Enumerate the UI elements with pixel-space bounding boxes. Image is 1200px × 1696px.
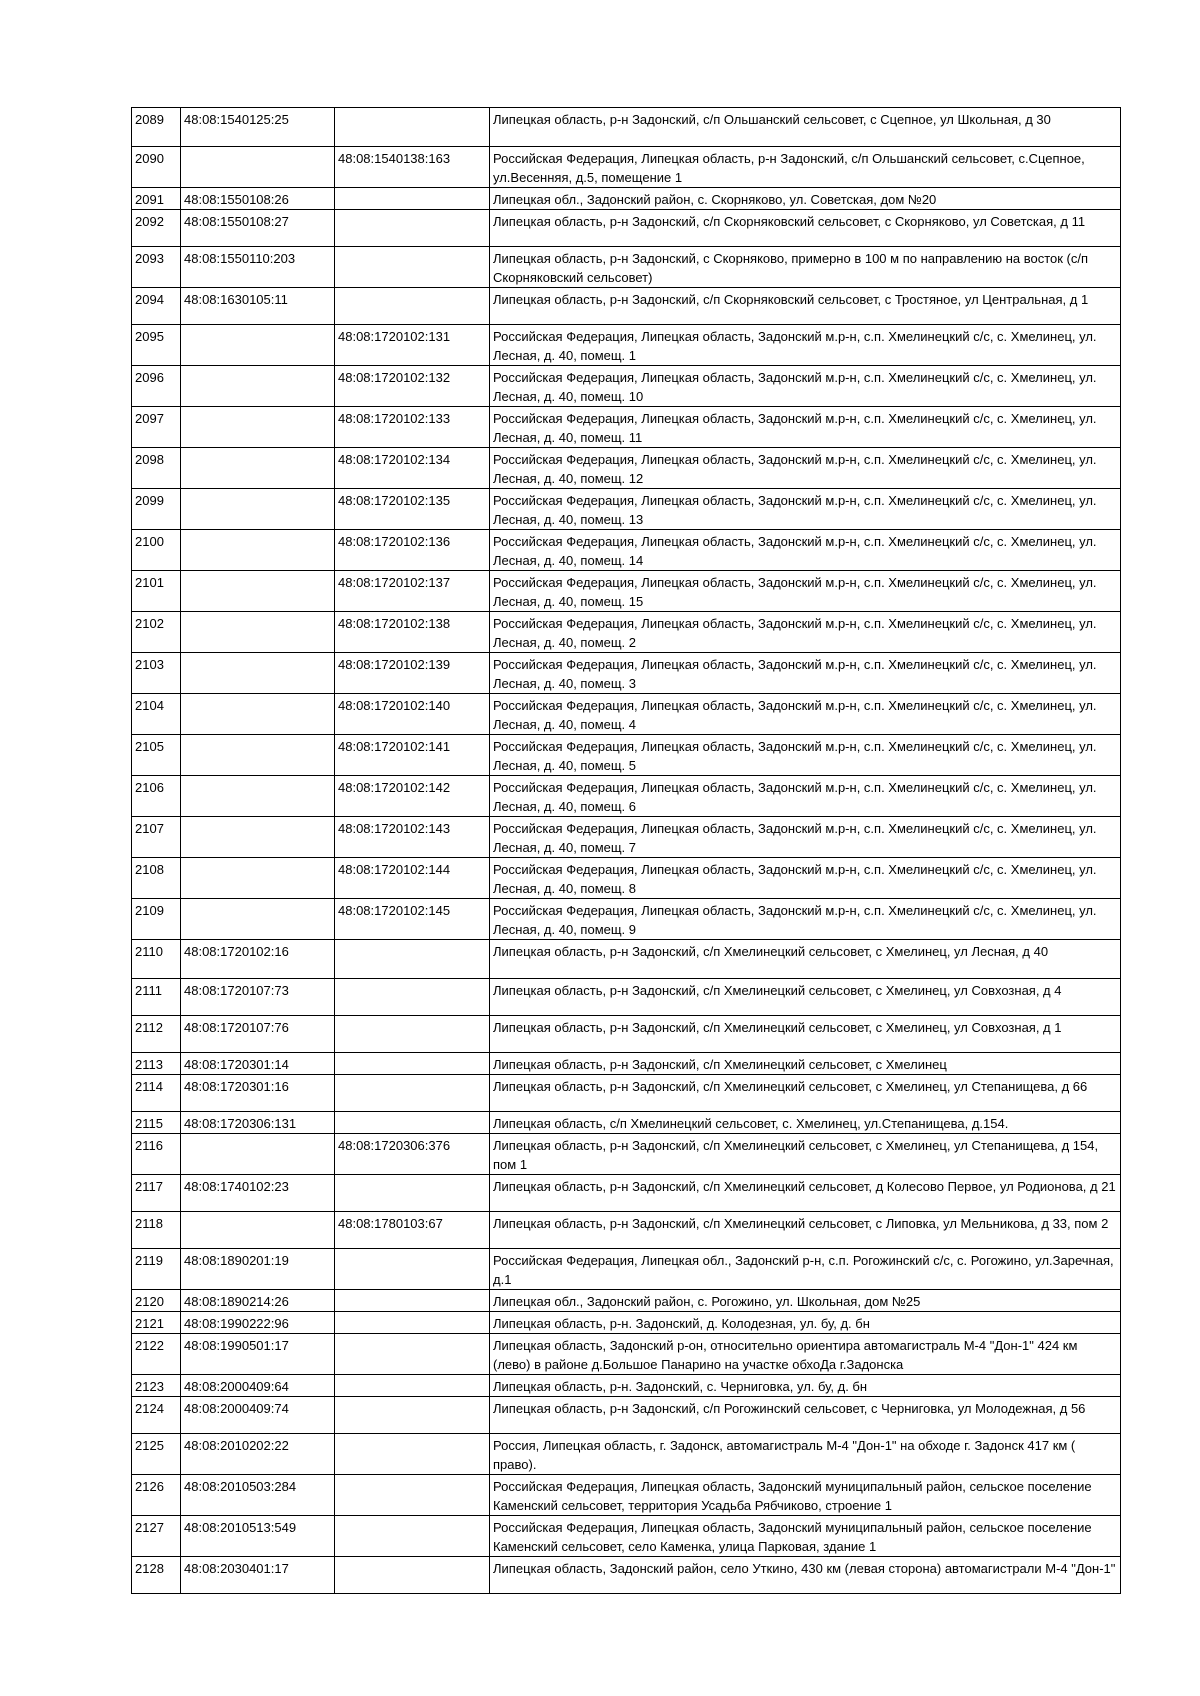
table-row xyxy=(132,1516,1121,1557)
premises-cadastral-number-cell: 48:08:1720102:145 xyxy=(335,899,490,940)
cadastral-number-cell xyxy=(181,1212,335,1249)
row-number-cell: 2110 xyxy=(132,940,181,979)
cadastral-number-cell: 48:08:1550110:203 xyxy=(181,247,335,288)
premises-cadastral-number-cell: 48:08:1720102:134 xyxy=(335,448,490,489)
row-number-cell: 2091 xyxy=(132,188,181,210)
address-cell: Российская Федерация, Липецкая область, Задонский м.р-н, с.п. Хмелинецкий с/с, с. Хмелинец, ул. Лесная, д. 40, помещ. 12 xyxy=(490,448,1121,489)
premises-cadastral-number-cell: 48:08:1720102:138 xyxy=(335,612,490,653)
table-row xyxy=(132,147,1121,188)
premises-cadastral-number-cell: 48:08:1720102:142 xyxy=(335,776,490,817)
table-row xyxy=(132,1397,1121,1434)
address-cell: Российская Федерация, Липецкая область, Задонский м.р-н, с.п. Хмелинецкий с/с, с. Хмелинец, ул. Лесная, д. 40, помещ. 2 xyxy=(490,612,1121,653)
table-row xyxy=(132,653,1121,694)
premises-cadastral-number-cell: 48:08:1780103:67 xyxy=(335,1212,490,1249)
row-number-cell: 2089 xyxy=(132,108,181,147)
address-cell: Липецкая область, р-н Задонский, с/п Скорняковский сельсовет, с Тростяное, ул Центральная, д 1 xyxy=(490,288,1121,325)
address-cell: Российская Федерация, Липецкая обл., Задонский р-н, с.п. Рогожинский с/с, с. Рогожино, ул.Заречная, д.1 xyxy=(490,1249,1121,1290)
premises-cadastral-number-cell: 48:08:1720102:139 xyxy=(335,653,490,694)
table-row xyxy=(132,108,1121,147)
address-cell: Российская Федерация, Липецкая область, Задонский м.р-н, с.п. Хмелинецкий с/с, с. Хмелинец, ул. Лесная, д. 40, помещ. 11 xyxy=(490,407,1121,448)
address-cell: Российская Федерация, Липецкая область, р-н Задонский, с/п Ольшанский сельсовет, с.Сцепное, ул.Весенняя, д.5, помещение 1 xyxy=(490,147,1121,188)
table-row xyxy=(132,530,1121,571)
premises-cadastral-number-cell xyxy=(335,1112,490,1134)
cadastral-number-cell: 48:08:1990222:96 xyxy=(181,1312,335,1334)
cadastral-number-cell xyxy=(181,612,335,653)
cadastral-number-cell xyxy=(181,448,335,489)
address-cell: Российская Федерация, Липецкая область, Задонский м.р-н, с.п. Хмелинецкий с/с, с. Хмелинец, ул. Лесная, д. 40, помещ. 4 xyxy=(490,694,1121,735)
cadastral-number-cell: 48:08:1550108:26 xyxy=(181,188,335,210)
premises-cadastral-number-cell xyxy=(335,1334,490,1375)
table-row xyxy=(132,325,1121,366)
row-number-cell: 2106 xyxy=(132,776,181,817)
premises-cadastral-number-cell xyxy=(335,1053,490,1075)
cadastral-number-cell: 48:08:1720107:73 xyxy=(181,979,335,1016)
row-number-cell: 2100 xyxy=(132,530,181,571)
address-cell: Липецкая область, р-н Задонский, с/п Ольшанский сельсовет, с Сцепное, ул Школьная, д 30 xyxy=(490,108,1121,147)
table-row xyxy=(132,1212,1121,1249)
cadastral-number-cell xyxy=(181,817,335,858)
premises-cadastral-number-cell: 48:08:1720102:140 xyxy=(335,694,490,735)
table-row xyxy=(132,776,1121,817)
premises-cadastral-number-cell xyxy=(335,1397,490,1434)
cadastral-number-cell: 48:08:2010513:549 xyxy=(181,1516,335,1557)
row-number-cell: 2120 xyxy=(132,1290,181,1312)
row-number-cell: 2117 xyxy=(132,1175,181,1212)
cadastral-number-cell: 48:08:2030401:17 xyxy=(181,1557,335,1594)
table-row xyxy=(132,188,1121,210)
premises-cadastral-number-cell xyxy=(335,1249,490,1290)
premises-cadastral-number-cell: 48:08:1720102:141 xyxy=(335,735,490,776)
cadastral-number-cell xyxy=(181,407,335,448)
cadastral-number-cell xyxy=(181,530,335,571)
table-row xyxy=(132,1290,1121,1312)
address-cell: Российская Федерация, Липецкая область, Задонский м.р-н, с.п. Хмелинецкий с/с, с. Хмелинец, ул. Лесная, д. 40, помещ. 15 xyxy=(490,571,1121,612)
premises-cadastral-number-cell xyxy=(335,979,490,1016)
table-row xyxy=(132,1375,1121,1397)
property-registry-table xyxy=(131,107,1121,1594)
address-cell: Российская Федерация, Липецкая область, Задонский м.р-н, с.п. Хмелинецкий с/с, с. Хмелинец, ул. Лесная, д. 40, помещ. 8 xyxy=(490,858,1121,899)
cadastral-number-cell xyxy=(181,489,335,530)
row-number-cell: 2126 xyxy=(132,1475,181,1516)
address-cell: Российская Федерация, Липецкая область, Задонский м.р-н, с.п. Хмелинецкий с/с, с. Хмелинец, ул. Лесная, д. 40, помещ. 9 xyxy=(490,899,1121,940)
table-row xyxy=(132,1075,1121,1112)
row-number-cell: 2103 xyxy=(132,653,181,694)
cadastral-number-cell xyxy=(181,571,335,612)
address-cell: Липецкая обл., Задонский район, с. Скорняково, ул. Советская, дом №20 xyxy=(490,188,1121,210)
cadastral-number-cell: 48:08:1720301:16 xyxy=(181,1075,335,1112)
table-row xyxy=(132,448,1121,489)
row-number-cell: 2113 xyxy=(132,1053,181,1075)
row-number-cell: 2122 xyxy=(132,1334,181,1375)
premises-cadastral-number-cell xyxy=(335,1075,490,1112)
cadastral-number-cell: 48:08:1550108:27 xyxy=(181,210,335,247)
cadastral-number-cell xyxy=(181,694,335,735)
premises-cadastral-number-cell xyxy=(335,1375,490,1397)
table-row xyxy=(132,735,1121,776)
cadastral-number-cell xyxy=(181,858,335,899)
cadastral-number-cell xyxy=(181,776,335,817)
address-cell: Липецкая область, р-н Задонский, с/п Хмелинецкий сельсовет, с Хмелинец, ул Совхозная, д 1 xyxy=(490,1016,1121,1053)
row-number-cell: 2090 xyxy=(132,147,181,188)
cadastral-number-cell: 48:08:1630105:11 xyxy=(181,288,335,325)
premises-cadastral-number-cell xyxy=(335,1475,490,1516)
table-row xyxy=(132,817,1121,858)
cadastral-number-cell xyxy=(181,653,335,694)
address-cell: Липецкая область, р-н Задонский, с/п Хмелинецкий сельсовет, с Хмелинец, ул Степанищева, д 154, пом 1 xyxy=(490,1134,1121,1175)
address-cell: Российская Федерация, Липецкая область, Задонский м.р-н, с.п. Хмелинецкий с/с, с. Хмелинец, ул. Лесная, д. 40, помещ. 7 xyxy=(490,817,1121,858)
table-body xyxy=(132,108,1121,1594)
table-row xyxy=(132,1249,1121,1290)
row-number-cell: 2124 xyxy=(132,1397,181,1434)
table-row xyxy=(132,940,1121,979)
cadastral-number-cell xyxy=(181,147,335,188)
address-cell: Российская Федерация, Липецкая область, Задонский м.р-н, с.п. Хмелинецкий с/с, с. Хмелинец, ул. Лесная, д. 40, помещ. 13 xyxy=(490,489,1121,530)
row-number-cell: 2116 xyxy=(132,1134,181,1175)
premises-cadastral-number-cell: 48:08:1720306:376 xyxy=(335,1134,490,1175)
address-cell: Липецкая область, р-н Задонский, с Скорняково, примерно в 100 м по направлению на восток (с/п Скорняковский сельсовет) xyxy=(490,247,1121,288)
cadastral-number-cell: 48:08:1540125:25 xyxy=(181,108,335,147)
premises-cadastral-number-cell xyxy=(335,1516,490,1557)
row-number-cell: 2099 xyxy=(132,489,181,530)
cadastral-number-cell: 48:08:1990501:17 xyxy=(181,1334,335,1375)
table-row xyxy=(132,1112,1121,1134)
row-number-cell: 2112 xyxy=(132,1016,181,1053)
address-cell: Липецкая область, Задонский район, село Уткино, 430 км (левая сторона) автомагистрали М-4 "Дон-1" xyxy=(490,1557,1121,1594)
address-cell: Российская Федерация, Липецкая область, Задонский м.р-н, с.п. Хмелинецкий с/с, с. Хмелинец, ул. Лесная, д. 40, помещ. 6 xyxy=(490,776,1121,817)
table-row xyxy=(132,489,1121,530)
table-row xyxy=(132,858,1121,899)
premises-cadastral-number-cell xyxy=(335,1557,490,1594)
row-number-cell: 2101 xyxy=(132,571,181,612)
table-row xyxy=(132,366,1121,407)
address-cell: Российская Федерация, Липецкая область, Задонский м.р-н, с.п. Хмелинецкий с/с, с. Хмелинец, ул. Лесная, д. 40, помещ. 5 xyxy=(490,735,1121,776)
address-cell: Российская Федерация, Липецкая область, Задонский м.р-н, с.п. Хмелинецкий с/с, с. Хмелинец, ул. Лесная, д. 40, помещ. 14 xyxy=(490,530,1121,571)
table-row xyxy=(132,1312,1121,1334)
address-cell: Липецкая область, Задонский р-он, относительно ориентира автомагистраль М-4 "Дон-1" 424 км (лево) в районе д.Большое Панарино на участке обхоДа г.Задонска xyxy=(490,1334,1121,1375)
address-cell: Россия, Липецкая область, г. Задонск, автомагистраль М-4 "Дон-1" на обходе г. Задонск 417 км ( право). xyxy=(490,1434,1121,1475)
table-row xyxy=(132,1475,1121,1516)
table-row xyxy=(132,407,1121,448)
cadastral-number-cell: 48:08:2000409:74 xyxy=(181,1397,335,1434)
cadastral-number-cell: 48:08:1720107:76 xyxy=(181,1016,335,1053)
premises-cadastral-number-cell xyxy=(335,1434,490,1475)
cadastral-number-cell: 48:08:2010503:284 xyxy=(181,1475,335,1516)
row-number-cell: 2102 xyxy=(132,612,181,653)
cadastral-number-cell: 48:08:1720306:131 xyxy=(181,1112,335,1134)
premises-cadastral-number-cell xyxy=(335,108,490,147)
row-number-cell: 2128 xyxy=(132,1557,181,1594)
row-number-cell: 2127 xyxy=(132,1516,181,1557)
cadastral-number-cell xyxy=(181,325,335,366)
premises-cadastral-number-cell xyxy=(335,940,490,979)
premises-cadastral-number-cell: 48:08:1720102:132 xyxy=(335,366,490,407)
table-row xyxy=(132,612,1121,653)
address-cell: Российская Федерация, Липецкая область, Задонский м.р-н, с.п. Хмелинецкий с/с, с. Хмелинец, ул. Лесная, д. 40, помещ. 10 xyxy=(490,366,1121,407)
address-cell: Российская Федерация, Липецкая область, Задонский муниципальный район, сельское поселение Каменский сельсовет, село Каменка, улица Парковая, здание 1 xyxy=(490,1516,1121,1557)
cadastral-number-cell xyxy=(181,366,335,407)
row-number-cell: 2096 xyxy=(132,366,181,407)
address-cell: Липецкая область, р-н. Задонский, д. Колодезная, ул. бу, д. бн xyxy=(490,1312,1121,1334)
row-number-cell: 2093 xyxy=(132,247,181,288)
premises-cadastral-number-cell xyxy=(335,188,490,210)
premises-cadastral-number-cell xyxy=(335,210,490,247)
row-number-cell: 2121 xyxy=(132,1312,181,1334)
cadastral-number-cell xyxy=(181,735,335,776)
address-cell: Липецкая обл., Задонский район, с. Рогожино, ул. Школьная, дом №25 xyxy=(490,1290,1121,1312)
row-number-cell: 2107 xyxy=(132,817,181,858)
address-cell: Липецкая область, р-н Задонский, с/п Хмелинецкий сельсовет, с Липовка, ул Мельникова, д 33, пом 2 xyxy=(490,1212,1121,1249)
table-row xyxy=(132,979,1121,1016)
address-cell: Российская Федерация, Липецкая область, Задонский м.р-н, с.п. Хмелинецкий с/с, с. Хмелинец, ул. Лесная, д. 40, помещ. 1 xyxy=(490,325,1121,366)
address-cell: Российская Федерация, Липецкая область, Задонский муниципальный район, сельское поселение Каменский сельсовет, территория Усадьба Рябчиково, строение 1 xyxy=(490,1475,1121,1516)
address-cell: Российская Федерация, Липецкая область, Задонский м.р-н, с.п. Хмелинецкий с/с, с. Хмелинец, ул. Лесная, д. 40, помещ. 3 xyxy=(490,653,1121,694)
cadastral-number-cell: 48:08:2000409:64 xyxy=(181,1375,335,1397)
address-cell: Липецкая область, р-н Задонский, с/п Хмелинецкий сельсовет, д Колесово Первое, ул Родионова, д 21 xyxy=(490,1175,1121,1212)
premises-cadastral-number-cell: 48:08:1720102:131 xyxy=(335,325,490,366)
premises-cadastral-number-cell xyxy=(335,1016,490,1053)
row-number-cell: 2097 xyxy=(132,407,181,448)
table-row xyxy=(132,694,1121,735)
row-number-cell: 2108 xyxy=(132,858,181,899)
premises-cadastral-number-cell: 48:08:1720102:136 xyxy=(335,530,490,571)
premises-cadastral-number-cell: 48:08:1720102:143 xyxy=(335,817,490,858)
address-cell: Липецкая область, р-н Задонский, с/п Скорняковский сельсовет, с Скорняково, ул Советская, д 11 xyxy=(490,210,1121,247)
address-cell: Липецкая область, р-н Задонский, с/п Хмелинецкий сельсовет, с Хмелинец xyxy=(490,1053,1121,1075)
table-row xyxy=(132,1053,1121,1075)
premises-cadastral-number-cell xyxy=(335,247,490,288)
row-number-cell: 2114 xyxy=(132,1075,181,1112)
table-row xyxy=(132,571,1121,612)
row-number-cell: 2111 xyxy=(132,979,181,1016)
table-row xyxy=(132,1016,1121,1053)
row-number-cell: 2094 xyxy=(132,288,181,325)
row-number-cell: 2118 xyxy=(132,1212,181,1249)
premises-cadastral-number-cell xyxy=(335,1290,490,1312)
premises-cadastral-number-cell: 48:08:1720102:144 xyxy=(335,858,490,899)
table-row xyxy=(132,1557,1121,1594)
address-cell: Липецкая область, р-н Задонский, с/п Хмелинецкий сельсовет, с Хмелинец, ул Совхозная, д 4 xyxy=(490,979,1121,1016)
address-cell: Липецкая область, р-н Задонский, с/п Рогожинский сельсовет, с Черниговка, ул Молодежная, д 56 xyxy=(490,1397,1121,1434)
cadastral-number-cell: 48:08:1720102:16 xyxy=(181,940,335,979)
table-row xyxy=(132,1334,1121,1375)
address-cell: Липецкая область, р-н Задонский, с/п Хмелинецкий сельсовет, с Хмелинец, ул Степанищева, д 66 xyxy=(490,1075,1121,1112)
row-number-cell: 2095 xyxy=(132,325,181,366)
premises-cadastral-number-cell xyxy=(335,1175,490,1212)
row-number-cell: 2104 xyxy=(132,694,181,735)
cadastral-number-cell: 48:08:2010202:22 xyxy=(181,1434,335,1475)
row-number-cell: 2119 xyxy=(132,1249,181,1290)
cadastral-number-cell xyxy=(181,899,335,940)
row-number-cell: 2092 xyxy=(132,210,181,247)
premises-cadastral-number-cell: 48:08:1720102:137 xyxy=(335,571,490,612)
table-row xyxy=(132,1175,1121,1212)
premises-cadastral-number-cell xyxy=(335,288,490,325)
address-cell: Липецкая область, р-н. Задонский, с. Черниговка, ул. бу, д. бн xyxy=(490,1375,1121,1397)
cadastral-number-cell: 48:08:1890214:26 xyxy=(181,1290,335,1312)
table-row xyxy=(132,1434,1121,1475)
cadastral-number-cell: 48:08:1890201:19 xyxy=(181,1249,335,1290)
premises-cadastral-number-cell xyxy=(335,1312,490,1334)
premises-cadastral-number-cell: 48:08:1720102:133 xyxy=(335,407,490,448)
table-row xyxy=(132,899,1121,940)
row-number-cell: 2109 xyxy=(132,899,181,940)
premises-cadastral-number-cell: 48:08:1720102:135 xyxy=(335,489,490,530)
row-number-cell: 2098 xyxy=(132,448,181,489)
table-row xyxy=(132,288,1121,325)
table-row xyxy=(132,247,1121,288)
row-number-cell: 2105 xyxy=(132,735,181,776)
premises-cadastral-number-cell: 48:08:1540138:163 xyxy=(335,147,490,188)
table-row xyxy=(132,1134,1121,1175)
row-number-cell: 2125 xyxy=(132,1434,181,1475)
cadastral-number-cell: 48:08:1740102:23 xyxy=(181,1175,335,1212)
address-cell: Липецкая область, р-н Задонский, с/п Хмелинецкий сельсовет, с Хмелинец, ул Лесная, д 40 xyxy=(490,940,1121,979)
row-number-cell: 2123 xyxy=(132,1375,181,1397)
cadastral-number-cell xyxy=(181,1134,335,1175)
cadastral-number-cell: 48:08:1720301:14 xyxy=(181,1053,335,1075)
table-row xyxy=(132,210,1121,247)
address-cell: Липецкая область, с/п Хмелинецкий сельсовет, с. Хмелинец, ул.Степанищева, д.154. xyxy=(490,1112,1121,1134)
row-number-cell: 2115 xyxy=(132,1112,181,1134)
